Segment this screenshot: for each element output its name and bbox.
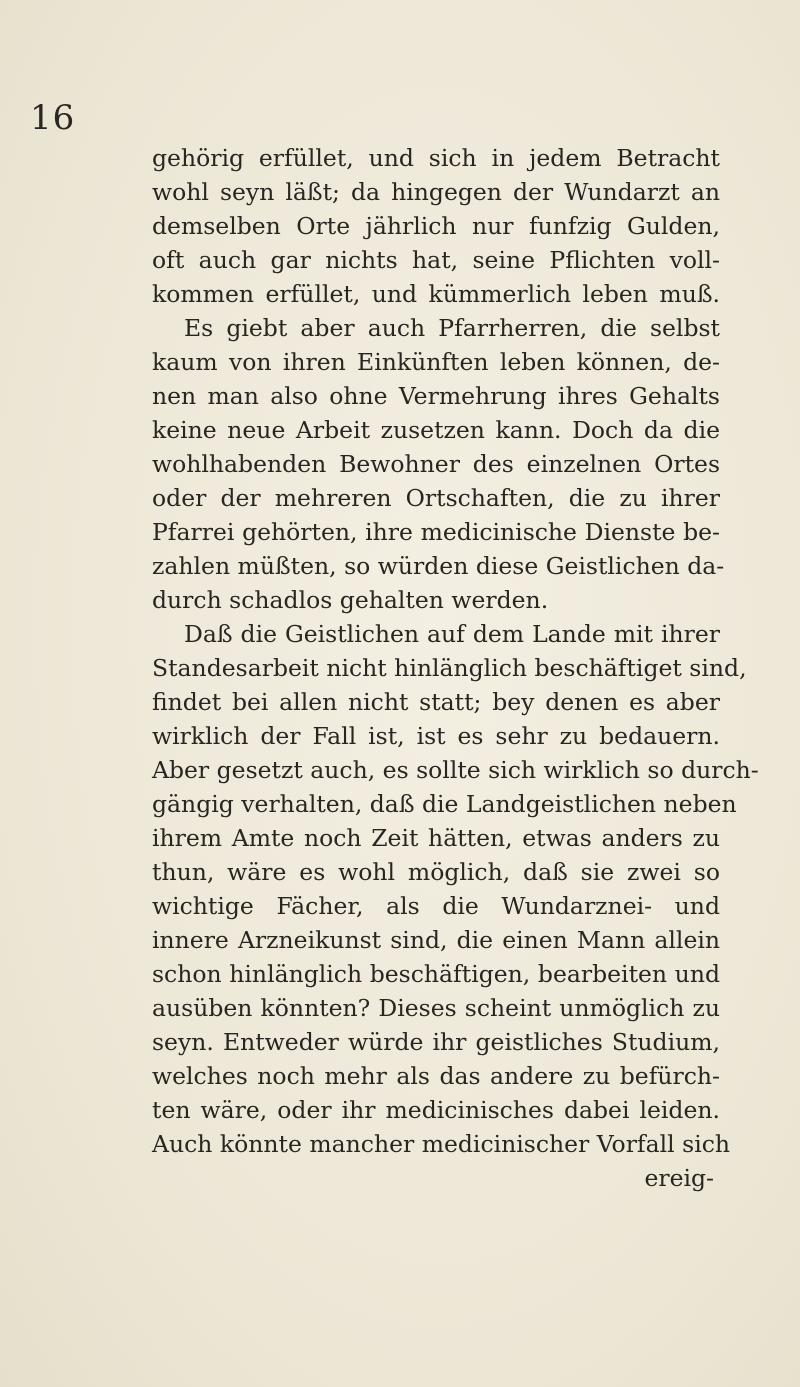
text-line: Standesarbeit nicht hinlänglich beschäftiget sind, bbox=[152, 654, 747, 682]
text-line: kaum von ihren Einkünften leben können, de- bbox=[152, 348, 720, 376]
text-line: wirklich der Fall ist, ist es sehr zu bedauern. bbox=[152, 722, 720, 750]
text-line: thun, wäre es wohl möglich, daß sie zwei so bbox=[152, 858, 720, 886]
text-line: ausüben könnten? Dieses scheint unmöglich zu bbox=[152, 994, 720, 1022]
text-line: welches noch mehr als das andere zu befürch- bbox=[152, 1062, 720, 1090]
paragraph-start-line: Es giebt aber auch Pfarrherren, die selbst bbox=[184, 314, 720, 342]
text-line: ten wäre, oder ihr medicinisches dabei leiden. bbox=[152, 1096, 720, 1124]
text-line: oft auch gar nichts hat, seine Pflichten voll- bbox=[152, 246, 720, 274]
page-number: 16 bbox=[30, 98, 76, 138]
text-line: innere Arzneikunst sind, die einen Mann allein bbox=[152, 926, 720, 954]
paragraph-end-line: durch schadlos gehalten werden. bbox=[152, 586, 549, 614]
text-line: wohlhabenden Bewohner des einzelnen Ortes bbox=[152, 450, 720, 478]
text-line: demselben Orte jährlich nur funfzig Gulden, bbox=[152, 212, 720, 240]
text-line: seyn. Entweder würde ihr geistliches Studium, bbox=[152, 1028, 720, 1056]
text-line: gehörig erfüllet, und sich in jedem Betracht bbox=[152, 144, 720, 172]
text-line: Aber gesetzt auch, es sollte sich wirklich so durch- bbox=[152, 756, 759, 784]
body-text bbox=[152, 141, 759, 1195]
text-line: zahlen müßten, so würden diese Geistlichen da- bbox=[152, 552, 725, 580]
catchword: ereig- bbox=[644, 1164, 714, 1192]
text-line: nen man also ohne Vermehrung ihres Gehalts bbox=[152, 382, 720, 410]
paragraph-start-line: Daß die Geistlichen auf dem Lande mit ihrer bbox=[184, 620, 720, 648]
text-line: keine neue Arbeit zusetzen kann. Doch da die bbox=[152, 416, 720, 444]
text-line: wichtige Fächer, als die Wundarznei- und bbox=[152, 892, 720, 920]
text-line: Auch könnte mancher medicinischer Vorfall sich bbox=[152, 1130, 731, 1158]
text-line: findet bei allen nicht statt; bey denen es aber bbox=[152, 688, 720, 716]
text-line: ihrem Amte noch Zeit hätten, etwas anders zu bbox=[152, 824, 720, 852]
text-line: oder der mehreren Ortschaften, die zu ihrer bbox=[152, 484, 720, 512]
text-line: kommen erfüllet, und kümmerlich leben muß. bbox=[152, 280, 720, 308]
text-line: gängig verhalten, daß die Landgeistlichen neben bbox=[152, 790, 737, 818]
text-line: Pfarrei gehörten, ihre medicinische Dienste be- bbox=[152, 518, 720, 546]
text-line: wohl seyn läßt; da hingegen der Wundarzt an bbox=[152, 178, 720, 206]
text-line: schon hinlänglich beschäftigen, bearbeiten und bbox=[152, 960, 720, 988]
